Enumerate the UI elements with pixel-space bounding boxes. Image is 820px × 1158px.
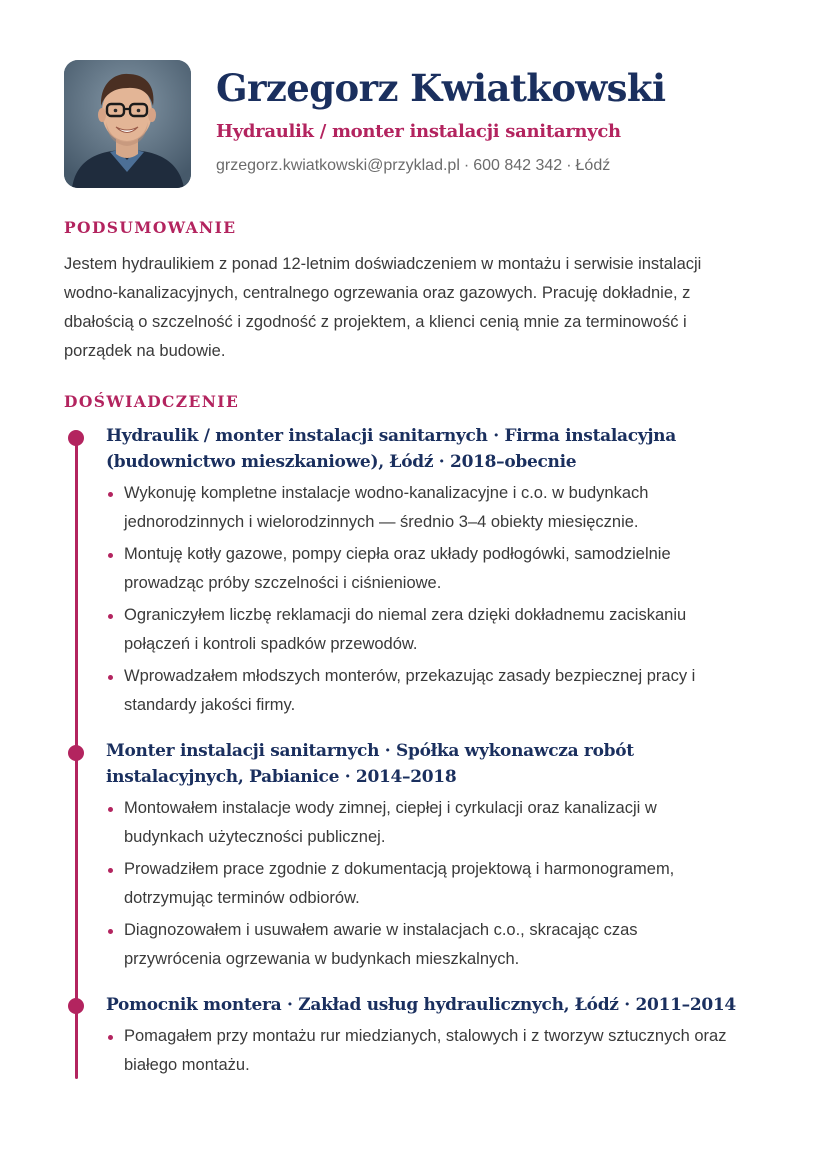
contact-separator: · (463, 157, 470, 174)
job-bullet: Wprowadzałem młodszych monterów, przekazując zasady bezpiecznej pracy i standardy jakości firmy. (106, 662, 756, 720)
job-heading: Hydraulik / monter instalacji sanitarnych · Firma instalacyjna (budownictwo mieszkaniowe), Łódź · 2018–obecnie (106, 426, 676, 472)
candidate-name: Grzegorz Kwiatkowski (216, 66, 666, 110)
summary-section-title: PODSUMOWANIE (64, 218, 237, 237)
job-bullets (106, 1022, 756, 1080)
job-bullet: Ograniczyłem liczbę reklamacji do niemal zera dzięki dokładnemu zaciskaniu połączeń i kontroli spadków przewodów. (106, 601, 756, 659)
experience-section-title: DOŚWIADCZENIE (64, 392, 240, 411)
contact-email[interactable]: grzegorz.kwiatkowski@przyklad.pl (216, 157, 460, 174)
timeline-dot (68, 430, 84, 446)
job-bullet: Wykonuję kompletne instalacje wodno-kanalizacyjne i c.o. w budynkach jednorodzinnych i wielorodzinnych — średnio 3–4 obiekty miesięcznie. (106, 479, 756, 537)
job-heading: Pomocnik montera · Zakład usług hydraulicznych, Łódź · 2011–2014 (106, 995, 736, 1015)
job-bullet: Montuję kotły gazowe, pompy ciepła oraz układy podłogówki, samodzielnie prowadząc próby szczelności i ciśnieniowe. (106, 540, 756, 598)
contact-line (216, 157, 610, 175)
timeline-dot (68, 745, 84, 761)
profile-photo (64, 60, 191, 188)
summary-text: Jestem hydraulikiem z ponad 12-letnim doświadczeniem w montażu i serwisie instalacji wodno-kanalizacyjnych, centralnego ogrzewania oraz gazowych. Pracuję dokładnie, z dbałością o szczelność i zgodność z projektem, a klienci cenią mnie za terminowość i porządek na budowie. (64, 255, 702, 360)
job-bullets (106, 479, 756, 720)
contact-city: Łódź (575, 157, 611, 174)
timeline-dot (68, 998, 84, 1014)
contact-phone[interactable]: 600 842 342 (473, 157, 563, 174)
job-bullet: Montowałem instalacje wody zimnej, ciepłej i cyrkulacji oraz kanalizacji w budynkach użyteczności publicznej. (106, 794, 756, 852)
job-bullets (106, 794, 756, 974)
job-heading: Monter instalacji sanitarnych · Spółka wykonawcza robót instalacyjnych, Pabianice · 2014–2018 (106, 741, 634, 787)
job-bullet: Prowadziłem prace zgodnie z dokumentacją projektową i harmonogramem, dotrzymując terminów odbiorów. (106, 855, 756, 913)
job-entry (106, 423, 756, 723)
candidate-role: Hydraulik / monter instalacji sanitarnych (216, 121, 621, 142)
contact-separator: · (566, 157, 572, 174)
job-entry (106, 738, 756, 977)
portrait-illustration (64, 60, 191, 188)
job-bullet: Diagnozowałem i usuwałem awarie w instalacjach c.o., skracając czas przywrócenia ogrzewania w budynkach mieszkalnych. (106, 916, 756, 974)
job-bullet: Pomagałem przy montażu rur miedzianych, stalowych i z tworzyw sztucznych oraz białego montażu. (106, 1022, 756, 1080)
job-entry (106, 992, 756, 1083)
